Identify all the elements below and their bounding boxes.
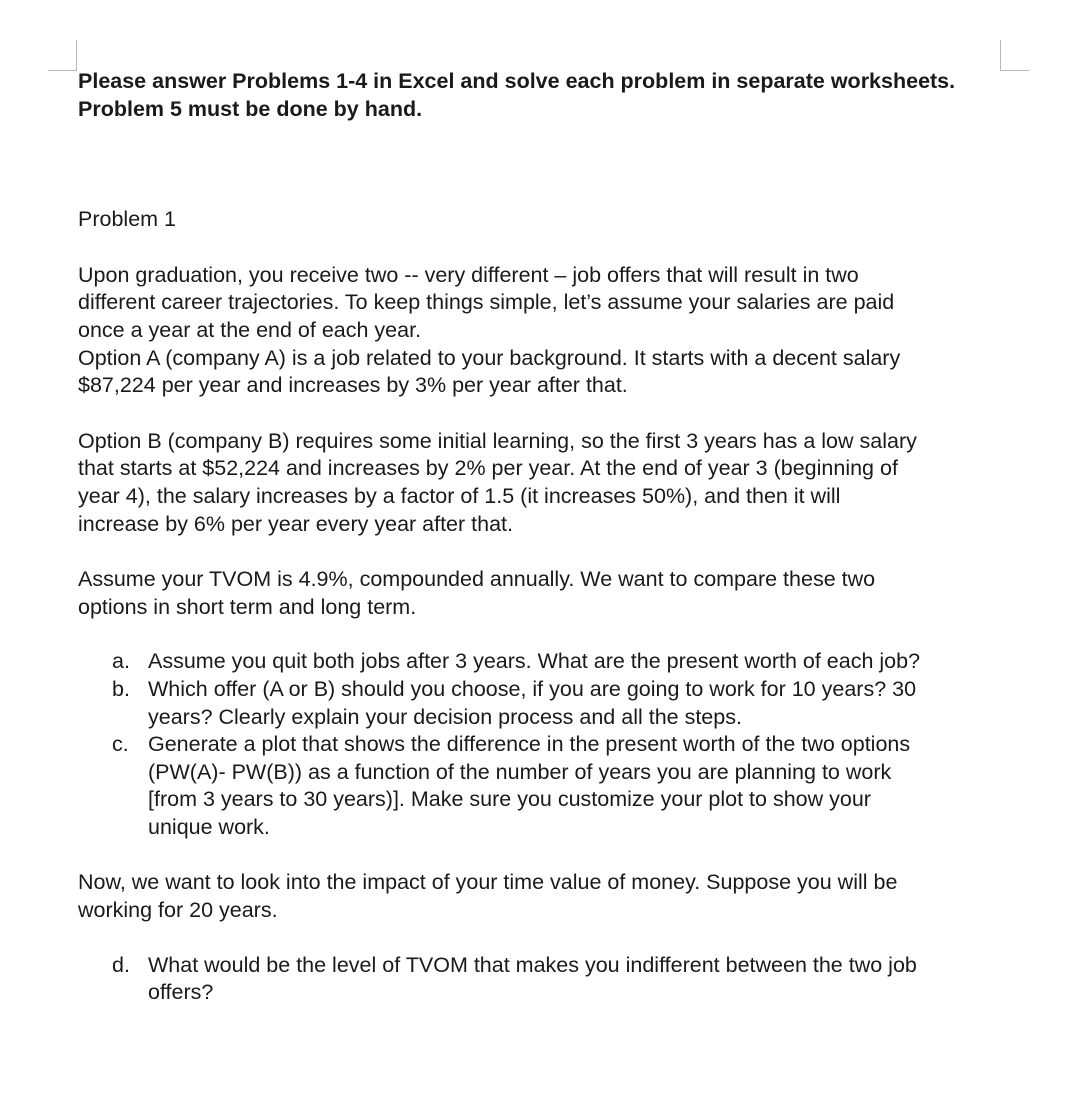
paragraph-line: Option A (company A) is a job related to your background. It starts with a decent salary [78, 345, 901, 370]
page-corner-top-right-mark [1000, 40, 1029, 71]
question-list-abc [78, 648, 1008, 841]
paragraph-tvom-impact [78, 869, 1008, 924]
paragraph-line: different career trajectories. To keep things simple, let’s assume your salaries are paid [78, 290, 895, 315]
paragraph-line: Now, we want to look into the impact of your time value of money. Suppose you will be [78, 870, 898, 895]
question-item-a [112, 648, 1008, 676]
paragraph-job-offers [78, 262, 1008, 400]
question-letter: d. [112, 952, 130, 977]
instructions [78, 68, 1008, 123]
question-item-c [112, 731, 1008, 841]
paragraph-line: year 4), the salary increases by a factor of 1.5 (it increases 50%), and then it will [78, 483, 841, 508]
question-line: [from 3 years to 30 years)]. Make sure you customize your plot to show your [148, 787, 871, 812]
question-letter: c. [112, 732, 129, 757]
paragraph-line: increase by 6% per year every year after that. [78, 511, 513, 536]
question-letter: b. [112, 676, 130, 701]
paragraph-tvom [78, 566, 1008, 621]
question-line: What would be the level of TVOM that makes you indifferent between the two job [148, 952, 917, 977]
paragraph-line: Option B (company B) requires some initial learning, so the first 3 years has a low salary [78, 428, 917, 453]
question-item-d [112, 952, 1008, 1007]
question-line: Generate a plot that shows the difference in the present worth of the two options [148, 732, 911, 757]
question-line: (PW(A)- PW(B)) as a function of the number of years you are planning to work [148, 759, 892, 784]
paragraph-option-b [78, 428, 1008, 538]
problem-title: Problem 1 [78, 207, 176, 232]
paragraph-line: Upon graduation, you receive two -- very different – job offers that will result in two [78, 262, 859, 287]
paragraph-line: options in short term and long term. [78, 594, 417, 619]
question-line: unique work. [148, 814, 270, 839]
paragraph-line: $87,224 per year and increases by 3% per year after that. [78, 373, 628, 398]
question-item-b [112, 676, 1008, 731]
question-list-d [78, 952, 1008, 1007]
paragraph-line: working for 20 years. [78, 898, 278, 923]
question-letter: a. [112, 649, 130, 674]
document-page [78, 68, 1008, 1007]
paragraph-line: once a year at the end of each year. [78, 317, 422, 342]
instructions-line-1: Please answer Problems 1-4 in Excel and solve each problem in separate worksheets. [78, 69, 956, 93]
instructions-line-2: Problem 5 must be done by hand. [78, 96, 423, 121]
question-line: Which offer (A or B) should you choose, if you are going to work for 10 years? 30 [148, 676, 917, 701]
paragraph-line: that starts at $52,224 and increases by 2% per year. At the end of year 3 (beginning of [78, 456, 898, 481]
question-line: years? Clearly explain your decision process and all the steps. [148, 704, 742, 729]
question-line: offers? [148, 980, 214, 1005]
paragraph-line: Assume your TVOM is 4.9%, compounded annually. We want to compare these two [78, 567, 876, 592]
page-corner-top-left-mark [48, 40, 77, 71]
question-line: Assume you quit both jobs after 3 years. What are the present worth of each job? [148, 649, 921, 674]
